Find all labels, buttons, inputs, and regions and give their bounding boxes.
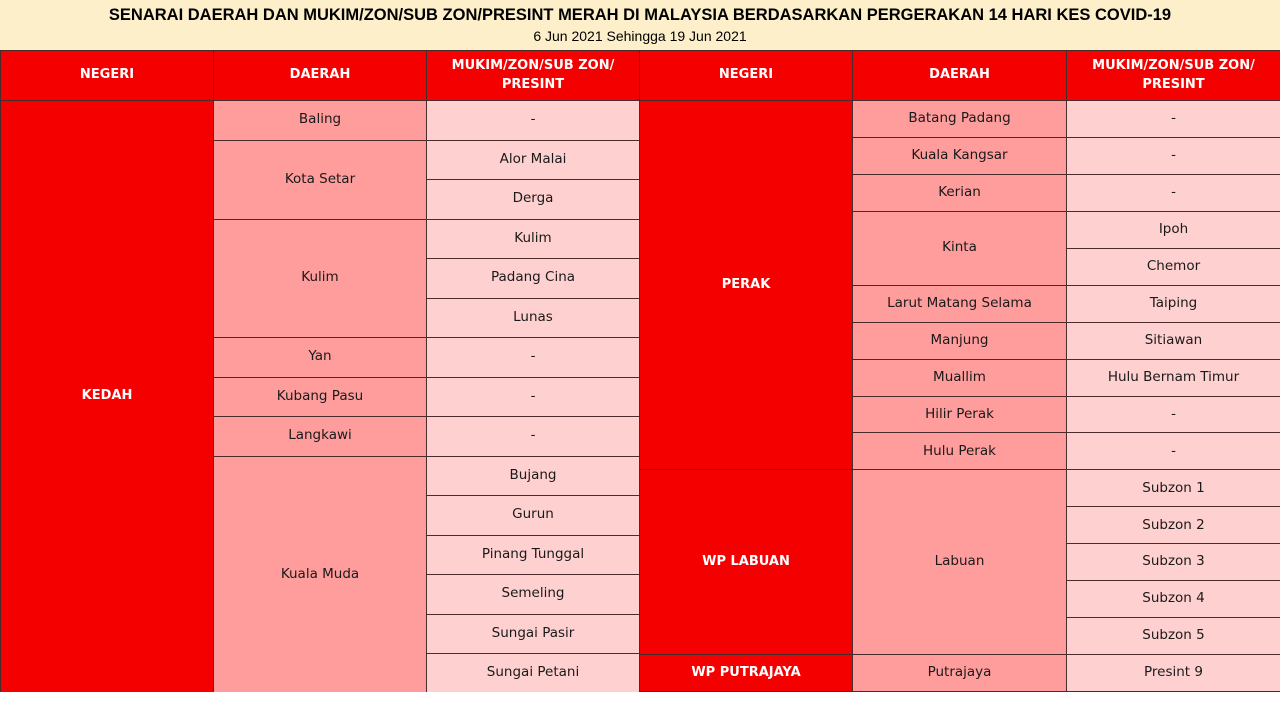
mukim-cell: Presint 9 [1067,655,1280,692]
daerah-cell: Manjung [853,322,1067,359]
negeri-cell: WP PUTRAJAYA [640,655,853,692]
negeri-cell: WP LABUAN [640,470,853,655]
page-title: SENARAI DAERAH DAN MUKIM/ZON/SUB ZON/PRESINT MERAH DI MALAYSIA BERDASARKAN PERGERAKAN 14 HARI KES COVID-19 [108,6,1172,24]
table-right [639,50,1280,692]
mukim-cell: - [1067,433,1280,470]
mukim-cell: Ipoh [1067,211,1280,248]
mukim-cell: - [427,338,640,378]
daerah-cell: Kuala Muda [214,456,427,693]
header-daerah: DAERAH [214,51,427,101]
mukim-cell: Lunas [427,298,640,338]
table-left [0,50,640,694]
header-mukim-line1: MUKIM/ZON/SUB ZON/ [451,58,615,74]
daerah-cell: Putrajaya [853,655,1067,692]
daerah-cell: Baling [214,101,427,141]
mukim-cell: - [1067,137,1280,174]
header-mukim-line2: PRESINT [1142,76,1205,92]
daerah-cell: Kuala Kangsar [853,137,1067,174]
daerah-cell: Kerian [853,174,1067,211]
header-negeri: NEGERI [640,51,853,101]
daerah-cell: Kulim [214,219,427,338]
daerah-cell: Kinta [853,211,1067,285]
mukim-cell: Alor Malai [427,140,640,180]
mukim-cell: - [427,101,640,141]
daerah-cell: Batang Padang [853,101,1067,138]
mukim-cell: Semeling [427,575,640,615]
negeri-cell: PERAK [640,101,853,470]
mukim-cell: Subzon 5 [1067,618,1280,655]
mukim-cell: Hulu Bernam Timur [1067,359,1280,396]
table-row [640,101,1280,138]
daerah-cell: Yan [214,338,427,378]
mukim-cell: Bujang [427,456,640,496]
daerah-cell: Muallim [853,359,1067,396]
date-range: 6 Jun 2021 Sehingga 19 Jun 2021 [533,28,747,44]
mukim-cell: - [1067,174,1280,211]
mukim-cell: - [1067,396,1280,433]
mukim-cell: Gurun [427,496,640,536]
mukim-cell: Subzon 1 [1067,470,1280,507]
mukim-cell: Subzon 4 [1067,581,1280,618]
header-mukim-line2: PRESINT [501,76,565,92]
daerah-cell: Larut Matang Selama [853,285,1067,322]
mukim-cell: Pinang Tunggal [427,535,640,575]
mukim-cell: Sungai Pasir [427,614,640,654]
negeri-cell: KEDAH [1,101,214,694]
daerah-cell: Kubang Pasu [214,377,427,417]
mukim-cell: - [1067,101,1280,138]
daerah-cell: Labuan [853,470,1067,655]
header-mukim [1067,51,1280,101]
mukim-cell: Sitiawan [1067,322,1280,359]
header-mukim [427,51,640,101]
header-negeri: NEGERI [1,51,214,101]
table-row [1,101,640,141]
daerah-cell: Hilir Perak [853,396,1067,433]
daerah-cell: Kota Setar [214,140,427,219]
mukim-cell: Derga [427,180,640,220]
table-row [640,470,1280,507]
mukim-cell: Chemor [1067,248,1280,285]
mukim-cell: - [427,417,640,457]
header-daerah: DAERAH [853,51,1067,101]
mukim-cell: Sungai Petani [427,654,640,694]
header-mukim-line1: MUKIM/ZON/SUB ZON/ [1092,58,1255,74]
mukim-cell: - [427,377,640,417]
mukim-cell: Kulim [427,219,640,259]
bottom-margin [0,692,1280,720]
header [0,0,1280,50]
table-row [640,655,1280,692]
daerah-cell: Langkawi [214,417,427,457]
mukim-cell: Subzon 2 [1067,507,1280,544]
mukim-cell: Subzon 3 [1067,544,1280,581]
daerah-cell: Hulu Perak [853,433,1067,470]
mukim-cell: Taiping [1067,285,1280,322]
mukim-cell: Padang Cina [427,259,640,299]
